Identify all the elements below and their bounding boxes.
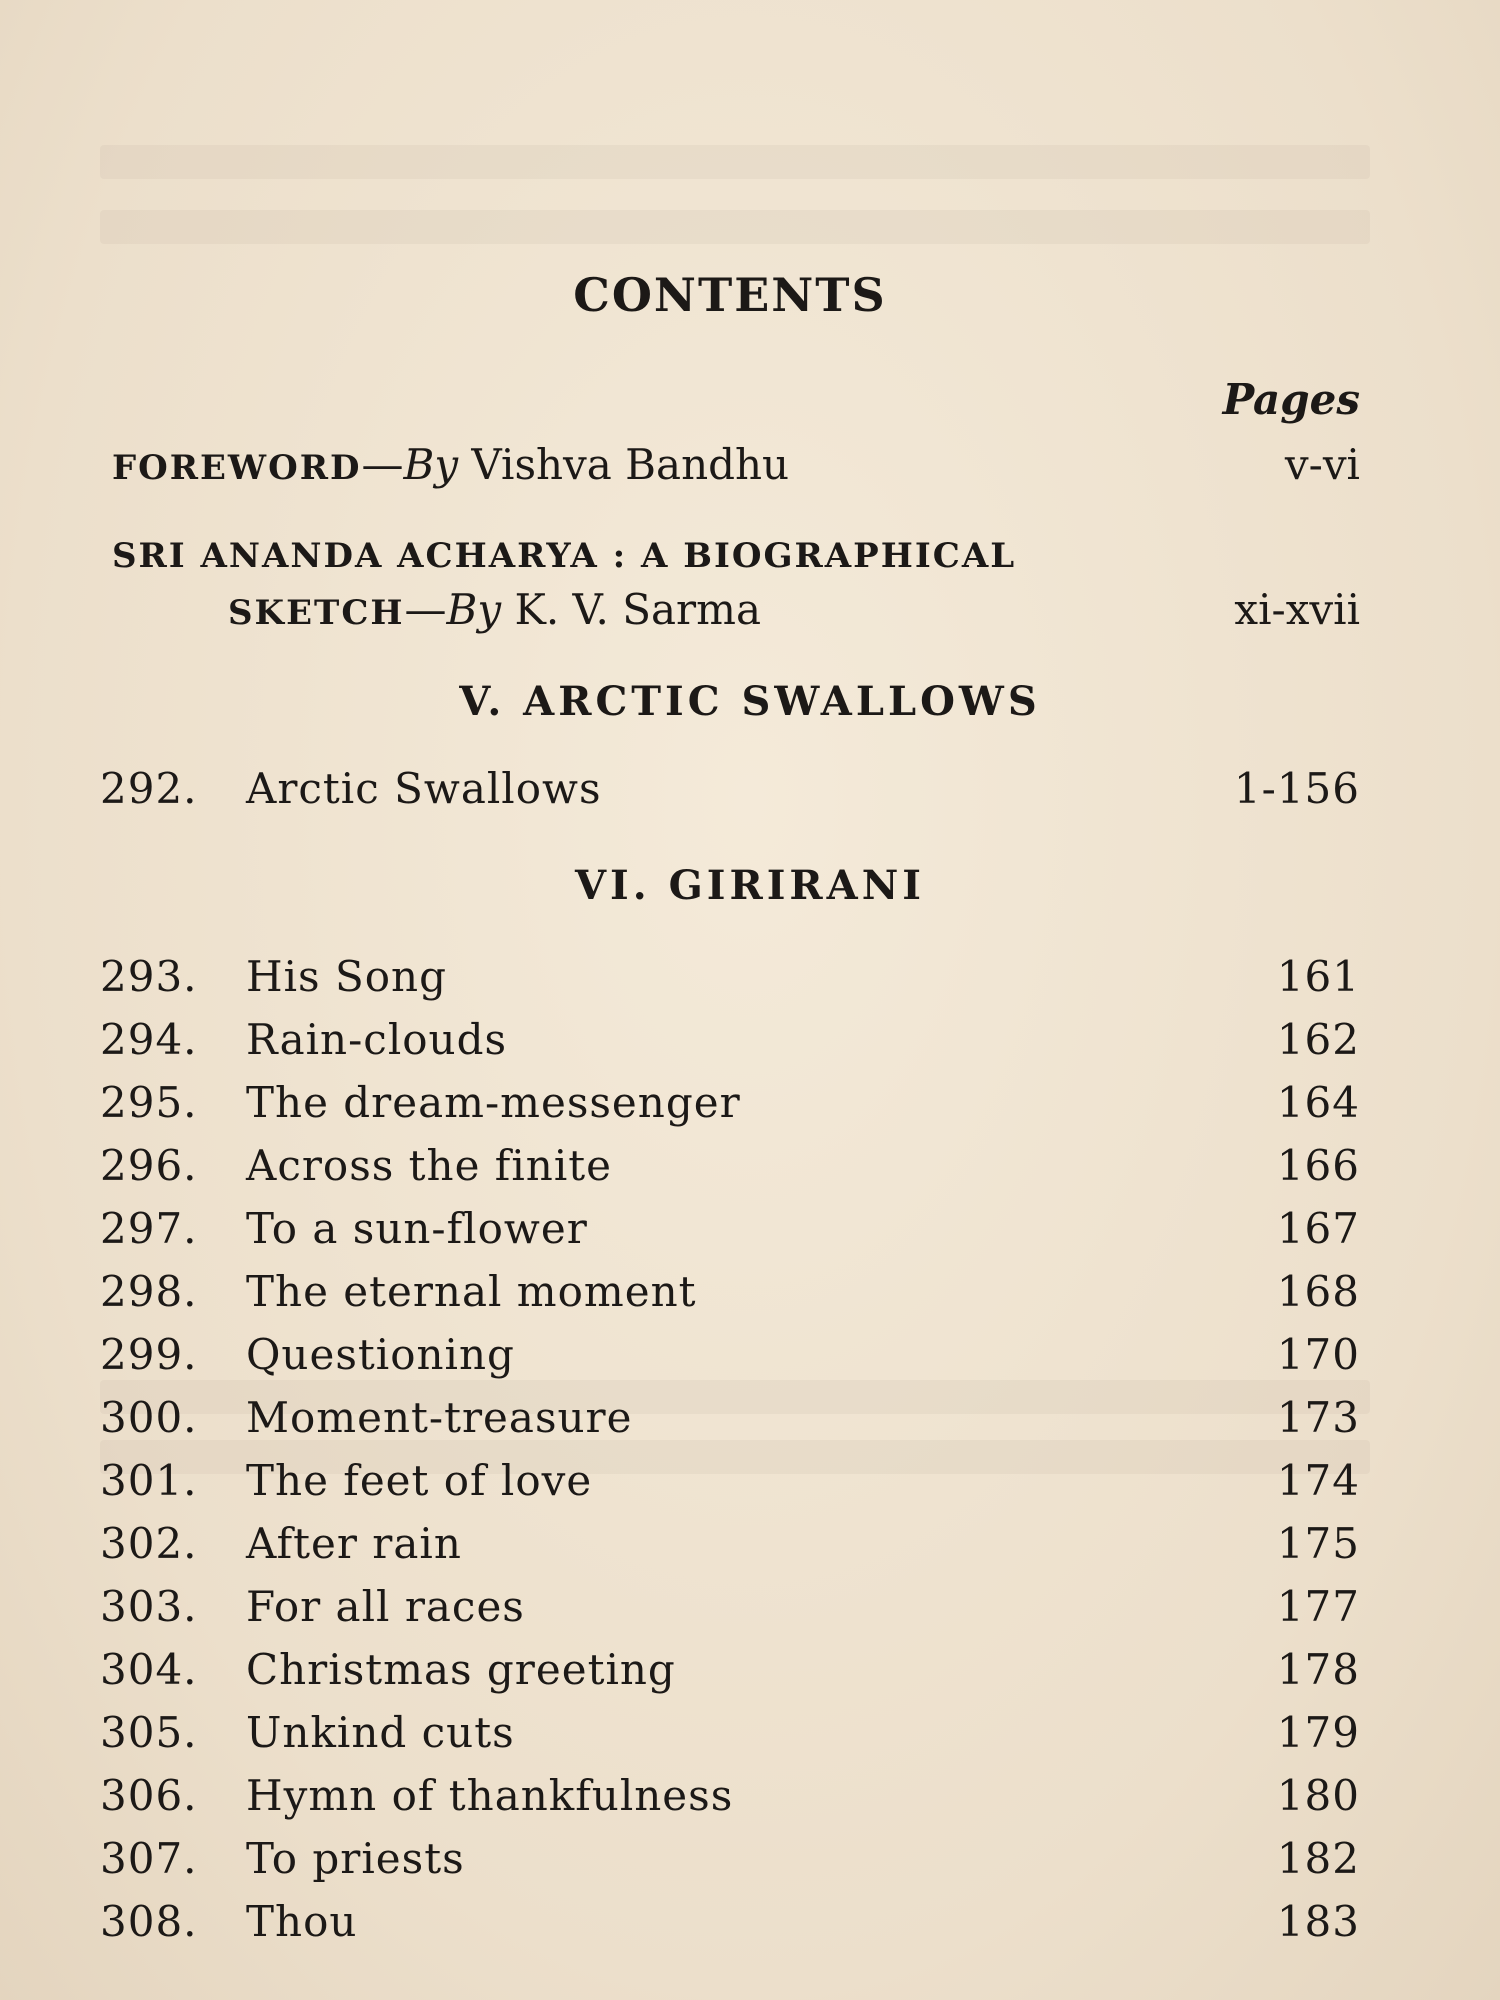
entry-number: 295. <box>100 1078 198 1127</box>
bio-sketch-author: K. V. Sarma <box>514 585 761 634</box>
entry-title: Moment-treasure <box>246 1393 633 1442</box>
entry-title: Christmas greeting <box>246 1645 676 1694</box>
foreword-dash: — <box>361 440 404 489</box>
entry-title: The feet of love <box>246 1456 593 1505</box>
toc-entry <box>100 1519 1360 1575</box>
entry-title: After rain <box>246 1519 462 1568</box>
entry-number: 299. <box>100 1330 198 1379</box>
pages-column-header: Pages <box>1222 375 1360 424</box>
entry-page: 1-156 <box>1233 764 1360 813</box>
entry-title: Across the finite <box>246 1141 613 1190</box>
show-through-line <box>100 145 1370 179</box>
entry-number: 306. <box>100 1771 198 1820</box>
entry-number: 302. <box>100 1519 198 1568</box>
toc-entry <box>100 764 1360 820</box>
entry-page: 174 <box>1276 1456 1360 1505</box>
toc-entry <box>100 1771 1360 1827</box>
section-heading-arctic-swallows: V. ARCTIC SWALLOWS <box>459 678 1041 725</box>
entry-number: 293. <box>100 952 198 1001</box>
toc-entry <box>100 1078 1360 1134</box>
entry-number: 292. <box>100 764 198 813</box>
entry-page: 166 <box>1276 1141 1360 1190</box>
entry-page: 180 <box>1276 1771 1360 1820</box>
entry-number: 303. <box>100 1582 198 1631</box>
entry-title: Questioning <box>246 1330 515 1379</box>
toc-entry <box>100 1708 1360 1764</box>
entry-number: 297. <box>100 1204 198 1253</box>
entry-page: 162 <box>1276 1015 1360 1064</box>
entry-title: To priests <box>246 1834 465 1883</box>
foreword-author: Vishva Bandhu <box>471 440 790 489</box>
foreword-label: FOREWORD <box>112 448 362 488</box>
toc-entry <box>100 1645 1360 1701</box>
entry-title: The eternal moment <box>246 1267 697 1316</box>
entry-number: 298. <box>100 1267 198 1316</box>
section-heading-girirani: VI. GIRIRANI <box>575 862 925 909</box>
toc-entry <box>100 1834 1360 1890</box>
entry-number: 301. <box>100 1456 198 1505</box>
entry-page: 161 <box>1276 952 1360 1001</box>
foreword-by: By <box>403 440 459 489</box>
toc-entry <box>100 1141 1360 1197</box>
toc-entry <box>100 1015 1360 1071</box>
entry-page: 175 <box>1276 1519 1360 1568</box>
entry-title: His Song <box>246 952 447 1001</box>
entry-page: 168 <box>1276 1267 1360 1316</box>
page-title: CONTENTS <box>573 268 887 322</box>
toc-entry <box>100 1393 1360 1449</box>
bio-sketch-label-line2: SKETCH <box>228 593 405 633</box>
bio-sketch-entry <box>228 585 761 634</box>
entry-title: Thou <box>246 1897 358 1946</box>
entry-number: 308. <box>100 1897 198 1946</box>
entry-page: 177 <box>1276 1582 1360 1631</box>
entry-page: 164 <box>1276 1078 1360 1127</box>
entry-number: 307. <box>100 1834 198 1883</box>
entry-page: 182 <box>1276 1834 1360 1883</box>
entry-title: Rain-clouds <box>246 1015 508 1064</box>
entry-title: For all races <box>246 1582 525 1631</box>
show-through-line <box>100 210 1370 244</box>
entry-title: Hymn of thankfulness <box>246 1771 734 1820</box>
entry-title: The dream-messenger <box>246 1078 741 1127</box>
entry-page: 178 <box>1276 1645 1360 1694</box>
bio-sketch-label-line1 <box>112 528 1016 577</box>
entry-title: Arctic Swallows <box>246 764 602 813</box>
bio-sketch-dash: — <box>404 585 447 634</box>
entry-number: 300. <box>100 1393 198 1442</box>
foreword-entry <box>112 440 789 489</box>
bio-sketch-label: SRI ANANDA ACHARYA : A BIOGRAPHICAL <box>112 536 1017 576</box>
toc-entry <box>100 1456 1360 1512</box>
entry-title: To a sun-flower <box>246 1204 588 1253</box>
entry-page: 173 <box>1276 1393 1360 1442</box>
toc-entry <box>100 1330 1360 1386</box>
entry-page: 167 <box>1276 1204 1360 1253</box>
entry-number: 304. <box>100 1645 198 1694</box>
foreword-pages: v-vi <box>1284 440 1360 489</box>
bio-sketch-by: By <box>446 585 502 634</box>
bio-sketch-pages: xi-xvii <box>1234 585 1360 634</box>
entry-page: 183 <box>1276 1897 1360 1946</box>
entry-page: 170 <box>1276 1330 1360 1379</box>
entry-number: 305. <box>100 1708 198 1757</box>
entry-page: 179 <box>1276 1708 1360 1757</box>
toc-entry <box>100 952 1360 1008</box>
toc-entry <box>100 1897 1360 1953</box>
toc-entry <box>100 1582 1360 1638</box>
entry-number: 294. <box>100 1015 198 1064</box>
entry-number: 296. <box>100 1141 198 1190</box>
toc-entry <box>100 1267 1360 1323</box>
entry-title: Unkind cuts <box>246 1708 515 1757</box>
toc-entry <box>100 1204 1360 1260</box>
